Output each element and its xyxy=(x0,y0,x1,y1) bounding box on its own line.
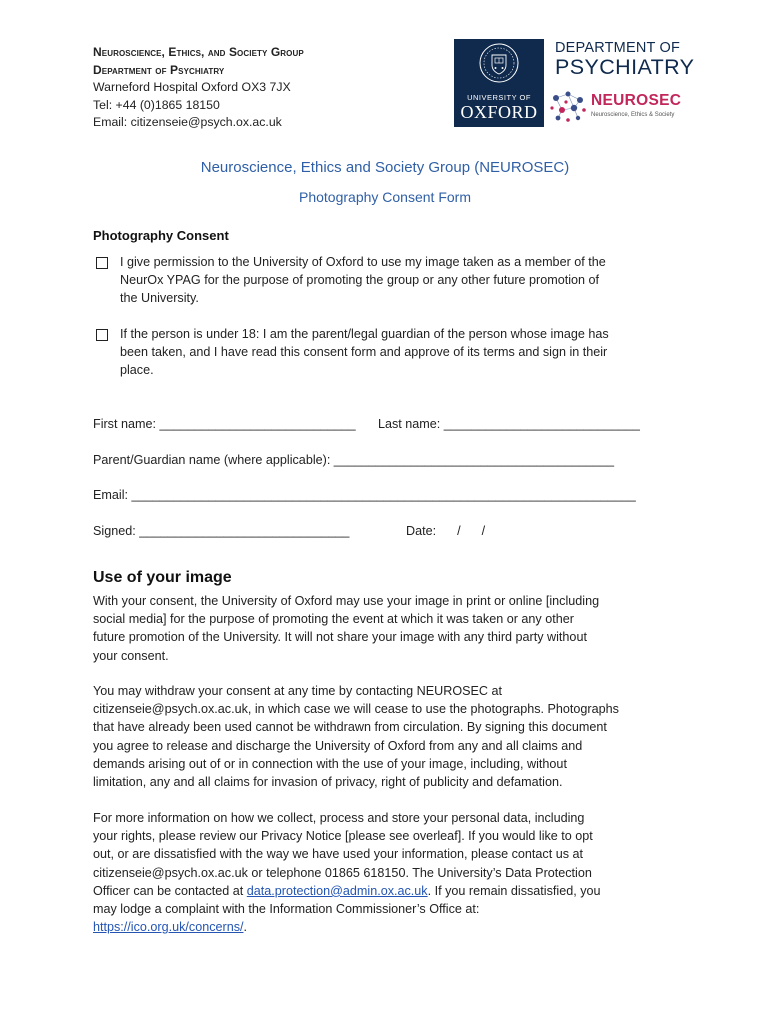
paragraph-line: may lodge a complaint with the Information Commissioner’s Office at: xyxy=(93,902,480,917)
paragraph-text: . xyxy=(243,920,247,935)
consent-item-2-line: been taken, and I have read this consent form and approve of its terms and sign in their xyxy=(120,345,608,360)
consent-item-1-line: the University. xyxy=(120,291,199,306)
date-field[interactable]: Date: / / xyxy=(406,524,486,538)
consent-item-1-line: I give permission to the University of Oxford to use my image taken as a member of the xyxy=(120,255,606,269)
paragraph-line: With your consent, the University of Oxford may use your image in print or online [including xyxy=(93,594,600,608)
email-line: Email: citizenseie@psych.ox.ac.uk xyxy=(93,115,282,129)
oxford-logo-large-text: OXFORD xyxy=(460,102,538,122)
paragraph-line: You may withdraw your consent at any time by contacting NEUROSEC at xyxy=(93,684,503,698)
paragraph-text: . If you remain dissatisfied, you xyxy=(427,883,601,898)
form-main-title: Neuroscience, Ethics and Society Group (NEUROSEC) xyxy=(200,159,570,176)
consent-item-2 xyxy=(120,325,609,380)
form-subtitle: Photography Consent Form xyxy=(299,189,471,205)
paragraph-line: citizenseie@psych.ox.ac.uk or telephone 01865 618150. The University’s Data Protection xyxy=(93,865,592,880)
paragraph-line: that have already been used cannot be withdrawn from circulation. By signing this document xyxy=(93,720,607,735)
paragraph-line: future promotion of the University. It will not share your image with any third party without xyxy=(93,630,587,645)
paragraph-line: social media] for the purpose of promoting the event at which it was taken or any other xyxy=(93,612,574,627)
email-field[interactable]: Email: ________________________________________________________________________ xyxy=(93,488,636,502)
consent-heading: Photography Consent xyxy=(93,228,229,243)
oxford-logo xyxy=(454,39,544,127)
address-line: Warneford Hospital Oxford OX3 7JX xyxy=(93,80,291,94)
paragraph-line: out, or are dissatisfied with the way we have used your information, please contact us at xyxy=(93,847,584,862)
consent-item-2-line: If the person is under 18: I am the parent/legal guardian of the person whose image has xyxy=(120,327,609,341)
consent-item-1 xyxy=(120,253,606,308)
neurosec-network-icon xyxy=(548,88,588,124)
psychiatry-logo-line2: PSYCHIATRY xyxy=(555,55,695,79)
use-paragraph-1 xyxy=(93,592,599,665)
neurosec-logo-subtext: Neuroscience, Ethics & Society xyxy=(591,112,675,118)
consent-checkbox-2[interactable] xyxy=(96,329,108,341)
first-name-field[interactable]: First name: ____________________________ xyxy=(93,417,356,431)
paragraph-line: limitation, any and all claims for invasion of privacy, right of publicity and defamation. xyxy=(93,775,563,790)
psychiatry-logo-line1: DEPARTMENT OF xyxy=(555,40,681,56)
group-name: Neuroscience, Ethics, and Society Group xyxy=(93,45,304,59)
last-name-field[interactable]: Last name: ____________________________ xyxy=(378,417,640,431)
oxford-logo-small-text: UNIVERSITY OF xyxy=(467,93,531,102)
paragraph-line xyxy=(93,918,601,936)
signature-field[interactable]: Signed: ______________________________ xyxy=(93,524,350,538)
paragraph-line xyxy=(93,882,601,900)
paragraph-line: citizenseie@psych.ox.ac.uk, in which case we will cease to use the photographs. Photographs xyxy=(93,702,619,717)
telephone-line: Tel: +44 (0)1865 18150 xyxy=(93,97,220,112)
consent-checkbox-1[interactable] xyxy=(96,257,108,269)
use-paragraph-2 xyxy=(93,682,619,791)
consent-item-2-line: place. xyxy=(120,363,154,378)
paragraph-line: your consent. xyxy=(93,648,169,663)
paragraph-line: demands arising out of or in connection with the use of your image, including, without xyxy=(93,756,567,771)
paragraph-text: Officer can be contacted at xyxy=(93,883,247,898)
neurosec-logo-text: NEUROSEC xyxy=(591,92,682,109)
header-address xyxy=(93,44,304,132)
oxford-crest-icon xyxy=(454,39,544,93)
paragraph-line: you agree to release and discharge the University of Oxford from any and all claims and xyxy=(93,738,583,753)
paragraph-line: For more information on how we collect, process and store your personal data, including xyxy=(93,811,585,825)
psychiatry-logo xyxy=(555,40,694,78)
guardian-name-field[interactable]: Parent/Guardian name (where applicable): ________________________________________ xyxy=(93,453,614,467)
consent-item-1-line: NeurOx YPAG for the purpose of promoting the group or any other future promotion of xyxy=(120,273,600,288)
use-paragraph-3 xyxy=(93,809,601,936)
paragraph-line: your rights, please review our Privacy Notice [please see overleaf]. If you would like to opt xyxy=(93,829,593,844)
ico-concerns-link[interactable]: https://ico.org.uk/concerns/ xyxy=(93,920,244,935)
use-of-image-heading: Use of your image xyxy=(93,569,232,586)
department-name: Department of Psychiatry xyxy=(93,62,225,77)
data-protection-email-link[interactable]: data.protection@admin.ox.ac.uk xyxy=(246,883,428,898)
